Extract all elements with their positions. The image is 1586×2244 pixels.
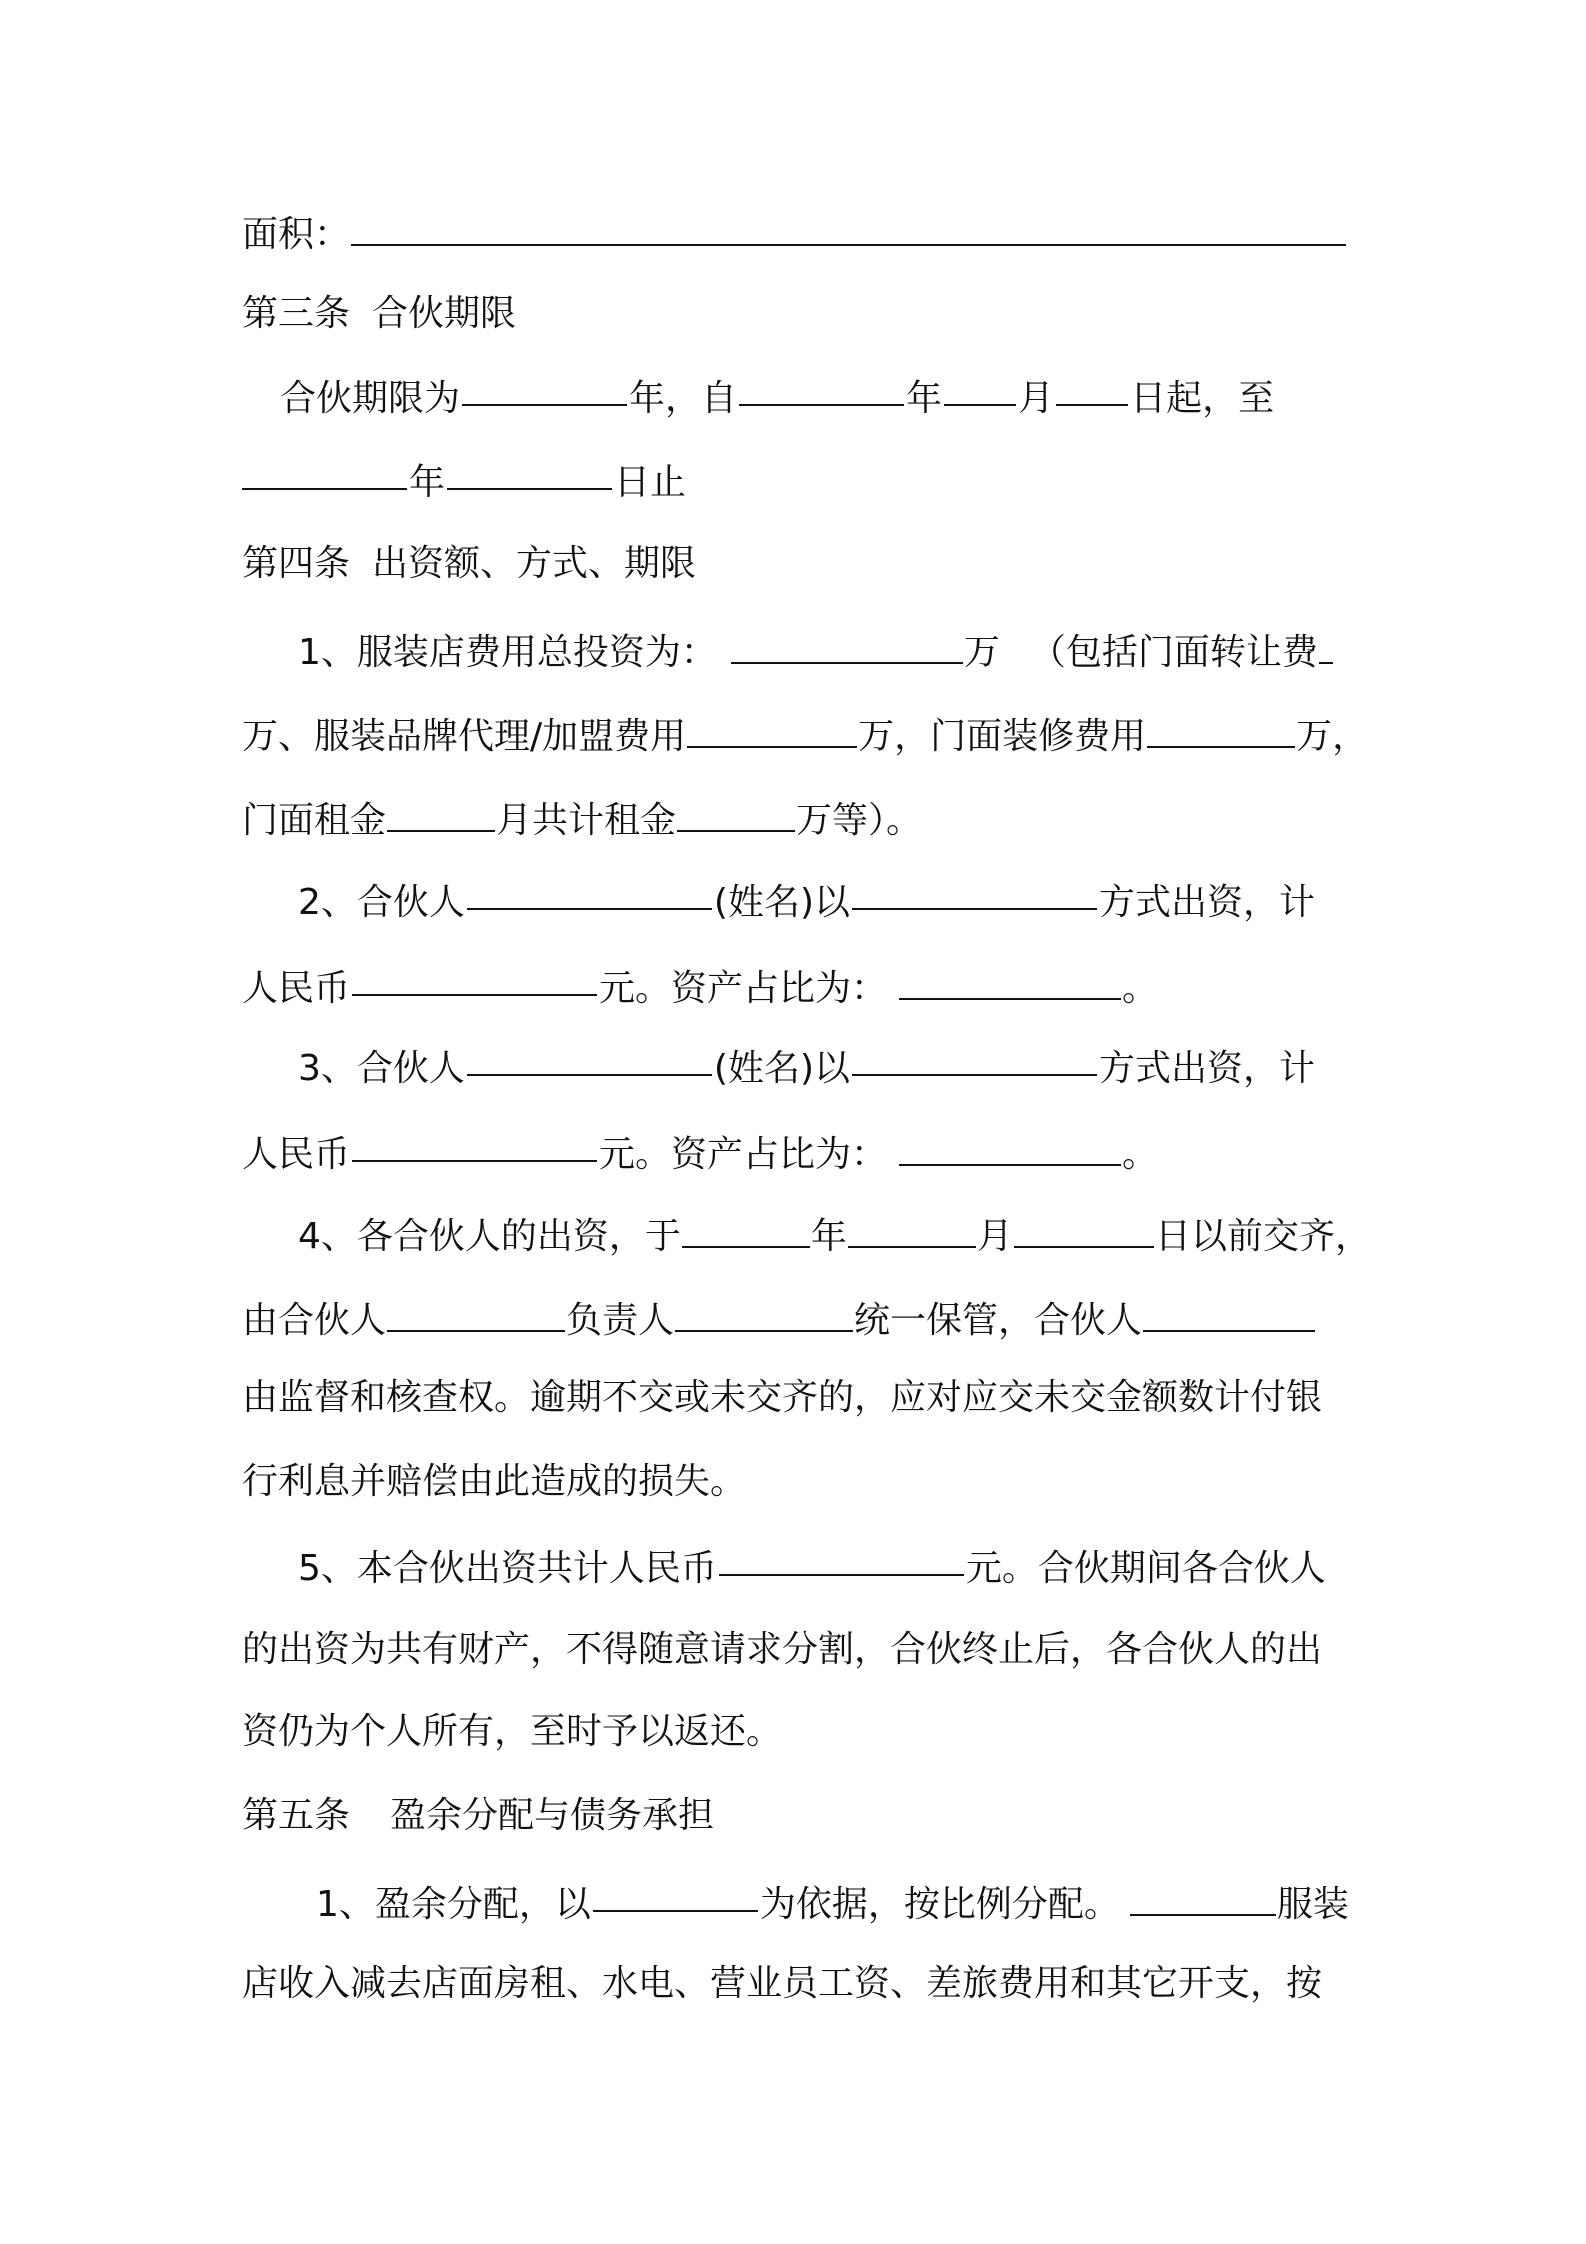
deadline-day-blank — [1014, 1206, 1154, 1248]
p2-text-a: 2、合伙人 — [298, 882, 465, 923]
custodian-partner-blank — [387, 1290, 565, 1332]
p5-text-b: 元。合伙期间各合伙人 — [965, 1548, 1326, 1589]
area-line — [242, 204, 1354, 256]
start-month-blank — [944, 366, 1016, 406]
p1-text-b: 万 — [963, 632, 1000, 673]
p3-line-1 — [298, 1040, 1410, 1092]
p4-line-2 — [242, 1290, 1354, 1342]
p2-line-1 — [298, 874, 1410, 926]
p3-text-c: 方式出资，计 — [1099, 1048, 1316, 1089]
term-text-g: 日止 — [614, 462, 687, 503]
partner-a-name-blank — [467, 870, 712, 910]
transfer-fee-blank — [1319, 622, 1333, 664]
p4-text-c: 月 — [976, 1216, 1013, 1257]
p2-line-2 — [242, 958, 1354, 1010]
area-blank — [351, 204, 1346, 246]
p4-text-e: 由合伙人 — [242, 1300, 387, 1341]
q1-line-2 — [242, 1958, 1354, 2010]
p4-text-b: 年 — [810, 1216, 847, 1257]
article-4-number: 第四条 — [242, 543, 351, 584]
p1-text-e: 万，门面装修费用 — [858, 716, 1147, 757]
term-text-f: 年 — [409, 462, 446, 503]
responsible-person-blank — [675, 1290, 853, 1332]
term-text-b: 年，自 — [629, 378, 738, 419]
p4-text-f: 负责人 — [566, 1300, 675, 1341]
partner-a-method-blank — [852, 870, 1097, 910]
p1-text-f: 万， — [1296, 716, 1369, 757]
p3-line-2 — [242, 1124, 1354, 1176]
rent-months-blank — [387, 790, 495, 832]
p2-text-b: (姓名)以 — [713, 882, 850, 923]
term-text-e: 日起，至 — [1130, 378, 1275, 419]
partner-b-method-blank — [852, 1036, 1097, 1076]
partner-b-share-blank — [899, 1124, 1121, 1166]
article-3-name: 合伙期限 — [372, 293, 517, 334]
start-year-blank — [739, 366, 904, 406]
p5-line-3 — [242, 1706, 1354, 1758]
end-year-blank — [242, 450, 407, 490]
article-3-heading — [242, 288, 1354, 340]
decoration-fee-blank — [1147, 706, 1295, 748]
distribution-basis-blank — [593, 1872, 758, 1912]
partner-b-amount-blank — [352, 1122, 597, 1162]
p5-text-d: 资仍为个人所有，至时予以返还。 — [242, 1711, 783, 1752]
partner-a-amount-blank — [352, 956, 597, 996]
term-line-1 — [280, 370, 1392, 422]
q1-text-c: 服装 — [1276, 1884, 1349, 1925]
p1-text-i: 万等）。 — [796, 800, 923, 841]
p4-text-i: 行利息并赔偿由此造成的损失。 — [242, 1461, 747, 1502]
p3-text-f: 。 — [1122, 1134, 1159, 1175]
supervisor-partner-blank — [1143, 1290, 1315, 1332]
p1-line-2 — [242, 706, 1369, 758]
p2-text-c: 方式出资，计 — [1099, 882, 1316, 923]
article-5-number: 第五条 — [242, 1795, 351, 1836]
p1-line-1 — [298, 622, 1410, 674]
deadline-year-blank — [682, 1206, 810, 1248]
article-4-heading — [242, 538, 1354, 590]
p3-text-b: (姓名)以 — [713, 1048, 850, 1089]
article-3-number: 第三条 — [242, 293, 351, 334]
area-label: 面积： — [242, 214, 351, 255]
p1-text-g: 门面租金 — [242, 800, 387, 841]
p5-line-2 — [242, 1624, 1354, 1676]
p4-text-h: 由监督和核查权。逾期不交或未交齐的，应对应交未交金额数计付银 — [242, 1377, 1323, 1418]
q1-text-a: 1、盈余分配，以 — [316, 1884, 591, 1925]
p1-text-d: 万、服装品牌代理/加盟费用 — [242, 716, 687, 757]
q1-text-b: 为依据，按比例分配。 — [759, 1884, 1120, 1925]
p3-text-a: 3、合伙人 — [298, 1048, 465, 1089]
partner-a-share-blank — [899, 958, 1121, 1000]
partner-b-name-blank — [467, 1036, 712, 1076]
article-4-name: 出资额、方式、期限 — [372, 543, 697, 584]
p1-text-c: （包括门面转让费 — [1029, 632, 1318, 673]
p2-text-d: 人民币 — [242, 968, 351, 1009]
franchise-fee-blank — [687, 706, 857, 748]
p1-text-a: 1、服装店费用总投资为： — [298, 632, 717, 673]
p4-text-d: 日以前交齐， — [1154, 1216, 1371, 1257]
p4-line-3 — [242, 1372, 1354, 1424]
p4-text-g: 统一保管，合伙人 — [854, 1300, 1143, 1341]
article-5-name: 盈余分配与债务承担 — [390, 1795, 715, 1836]
term-text-d: 月 — [1018, 378, 1055, 419]
p1-line-3 — [242, 790, 1354, 842]
p2-text-f: 。 — [1122, 968, 1159, 1009]
p5-line-1 — [298, 1540, 1410, 1592]
end-day-blank — [447, 450, 612, 490]
deadline-month-blank — [848, 1206, 976, 1248]
total-rent-blank — [677, 790, 795, 832]
p4-line-4 — [242, 1456, 1354, 1508]
total-investment-blank — [731, 622, 963, 664]
p4-line-1 — [298, 1206, 1410, 1258]
p2-text-e: 元。资产占比为： — [599, 968, 888, 1009]
start-day-blank — [1056, 366, 1128, 406]
p3-text-e: 元。资产占比为： — [599, 1134, 888, 1175]
q1-text-d: 店收入减去店面房租、水电、营业员工资、差旅费用和其它开支，按 — [242, 1963, 1323, 2004]
p3-text-d: 人民币 — [242, 1134, 351, 1175]
p5-text-a: 5、本合伙出资共计人民币 — [298, 1548, 717, 1589]
term-line-2 — [242, 454, 1354, 506]
term-text-a: 合伙期限为 — [280, 378, 461, 419]
article-5-heading — [242, 1790, 1354, 1842]
q1-line-1 — [316, 1874, 1428, 1926]
term-years-blank — [462, 366, 627, 406]
total-contribution-blank — [719, 1536, 964, 1576]
p4-text-a: 4、各合伙人的出资，于 — [298, 1216, 681, 1257]
term-text-c: 年 — [906, 378, 943, 419]
store-name-blank — [1130, 1874, 1276, 1916]
p1-text-h: 月共计租金 — [496, 800, 677, 841]
p5-text-c: 的出资为共有财产，不得随意请求分割，合伙终止后，各合伙人的出 — [242, 1629, 1323, 1670]
